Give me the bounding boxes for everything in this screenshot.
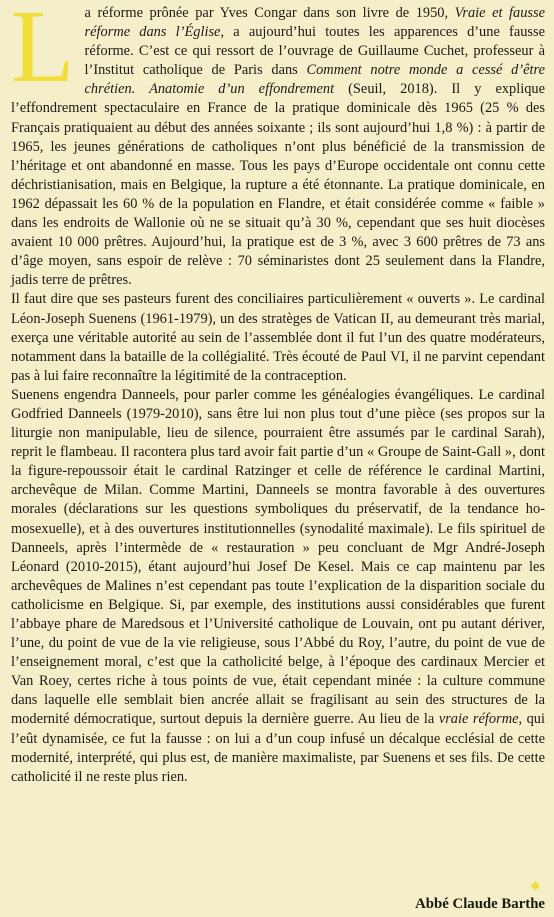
text-run: Suenens engendra Danneels, pour parler comme les généalogies évangéliques. Le cardinal Godfried Danneels (1979-2010), sans être lui non plus tout d’une pièce (ses propos sur la liturgie non manipulable, lieu de silence, pourraient être assumés par le cardinal Sarah), reprit le flambeau. Il racontera plus tard avoir fait partie d’un « Groupe de Saint-Gall », dont la figure-repoussoir était le cardinal Ratzinger et celle de référence le cardinal Martini, archevêque de Milan. Comme Martini, Danneels se montra favorable à des ouvertures morales (déclarations sur les questions symboliques du préservatif, de la tendance homosexuelle), et à des ouvertures institutionnelles (synodalité maximale). Le fils spirituel de Danneels, après l’intermède de « restauration » peu concluant de Mgr André-Joseph Léonard (2010-2015), étant aujourd’hui Josef De Kesel. Mais ce cap maintenu par les archevêques de Malines n’est cependant pas toute l’explication de la disparition sociale du catholicisme en Belgique. Si, par exemple, des institutions aussi considérables que furent l’abbaye phare de Maredsous et l’Université catholique de Louvain, ont pu autant dériver, l’une, du point de vue de la vie religieuse, sous l’Abbé du Roy, l’autre, du point de vue de l’enseignement moral, c’est que la catholicité belge, à l’époque des cardinaux Mercier et Van Roey, certes riche à tous points de vue, était cependant minée : la culture commune dans laquelle elle semblait bien ancrée allait se fragilisant au sein des structures de la modernité démocratique, surtout depuis la dernière guerre. Au lieu de la — [11, 386, 545, 728]
text-run: , qui l’eût dynamisée, ce fut la fausse : on lui a d’un coup infusé un décalque ecclésial de cette modernité, interprété, qui plus est, de manière maximaliste, par Suenens et ses fils. De cette catholicité il ne reste plus rien. — [11, 711, 545, 785]
italic-text-run: Vraie et fausse réforme dans l’Église — [84, 5, 545, 41]
paragraph — [11, 386, 545, 787]
text-run: Il faut dire que ses pasteurs furent des conciliaires particulièrement « ouverts ». Le cardinal Léon-Joseph Suenens (1961-1979), un des stratèges de Vatican II, au demeurant très marial, exerça une véritable autorité au sein de l’assemblée dont il fut l’un des quatre modérateurs, notamment dans la bataille de la collégialité. Très écouté de Paul VI, il ne parvint cependant pas à lui faire reconnaître la légitimité de la contraception. — [11, 291, 545, 384]
text-run: a réforme prônée par Yves Congar dans son livre de 1950, — [84, 5, 455, 21]
article-body — [11, 0, 546, 787]
author-signature: Abbé Claude Barthe — [415, 896, 545, 912]
signature-row — [415, 896, 545, 913]
italic-text-run: Comment notre monde a cessé d’être chrétien. Anatomie d’un effondrement — [84, 62, 545, 98]
paragraph — [11, 0, 546, 290]
drop-cap: L — [11, 0, 75, 104]
italic-text-run: vraie réforme — [438, 711, 519, 728]
text-run: (Seuil, 2018). Il y explique l’effondrement spectaculaire en France de la pratique dominicale dès 1965 (25 % des Français pratiquaient au début des années soixante ; ils sont aujourd’hui 1,8 %) : à partir de 1965, les jeunes générations de catholiques n’ont plus bénéficié de la transmission de l’héritage et ont abandonné en masse. Tous les pays d’Europe occidentale ont connu cette déchristianisation, mais en Belgique, la rupture a été étonnante. La pratique dominicale, en 1962 dépassait les 60 % de la population en Flandre, et était considérée comme « faible » dans les endroits de Wallonie où ne se situait qu’à 30 %, cependant que ses huit diocèses avaient 10 000 prêtres. Aujourd’hui, la pratique est de 3 %, avec 3 600 prêtres de 73 ans d’âge moyen, sans espoir de relève : 70 séminaristes dont 25 seulement dans la Flandre, jadis terre de prêtres. — [11, 81, 545, 289]
text-run: , a aujourd’hui toutes les apparences d’une fausse réforme. C’est ce qui ressort de l’ouvrage de Guillaume Cuchet, professeur à l’Institut catholique de Paris dans — [84, 24, 546, 79]
end-mark-diamond-icon: ◆ — [530, 878, 540, 892]
paragraph — [11, 290, 545, 385]
